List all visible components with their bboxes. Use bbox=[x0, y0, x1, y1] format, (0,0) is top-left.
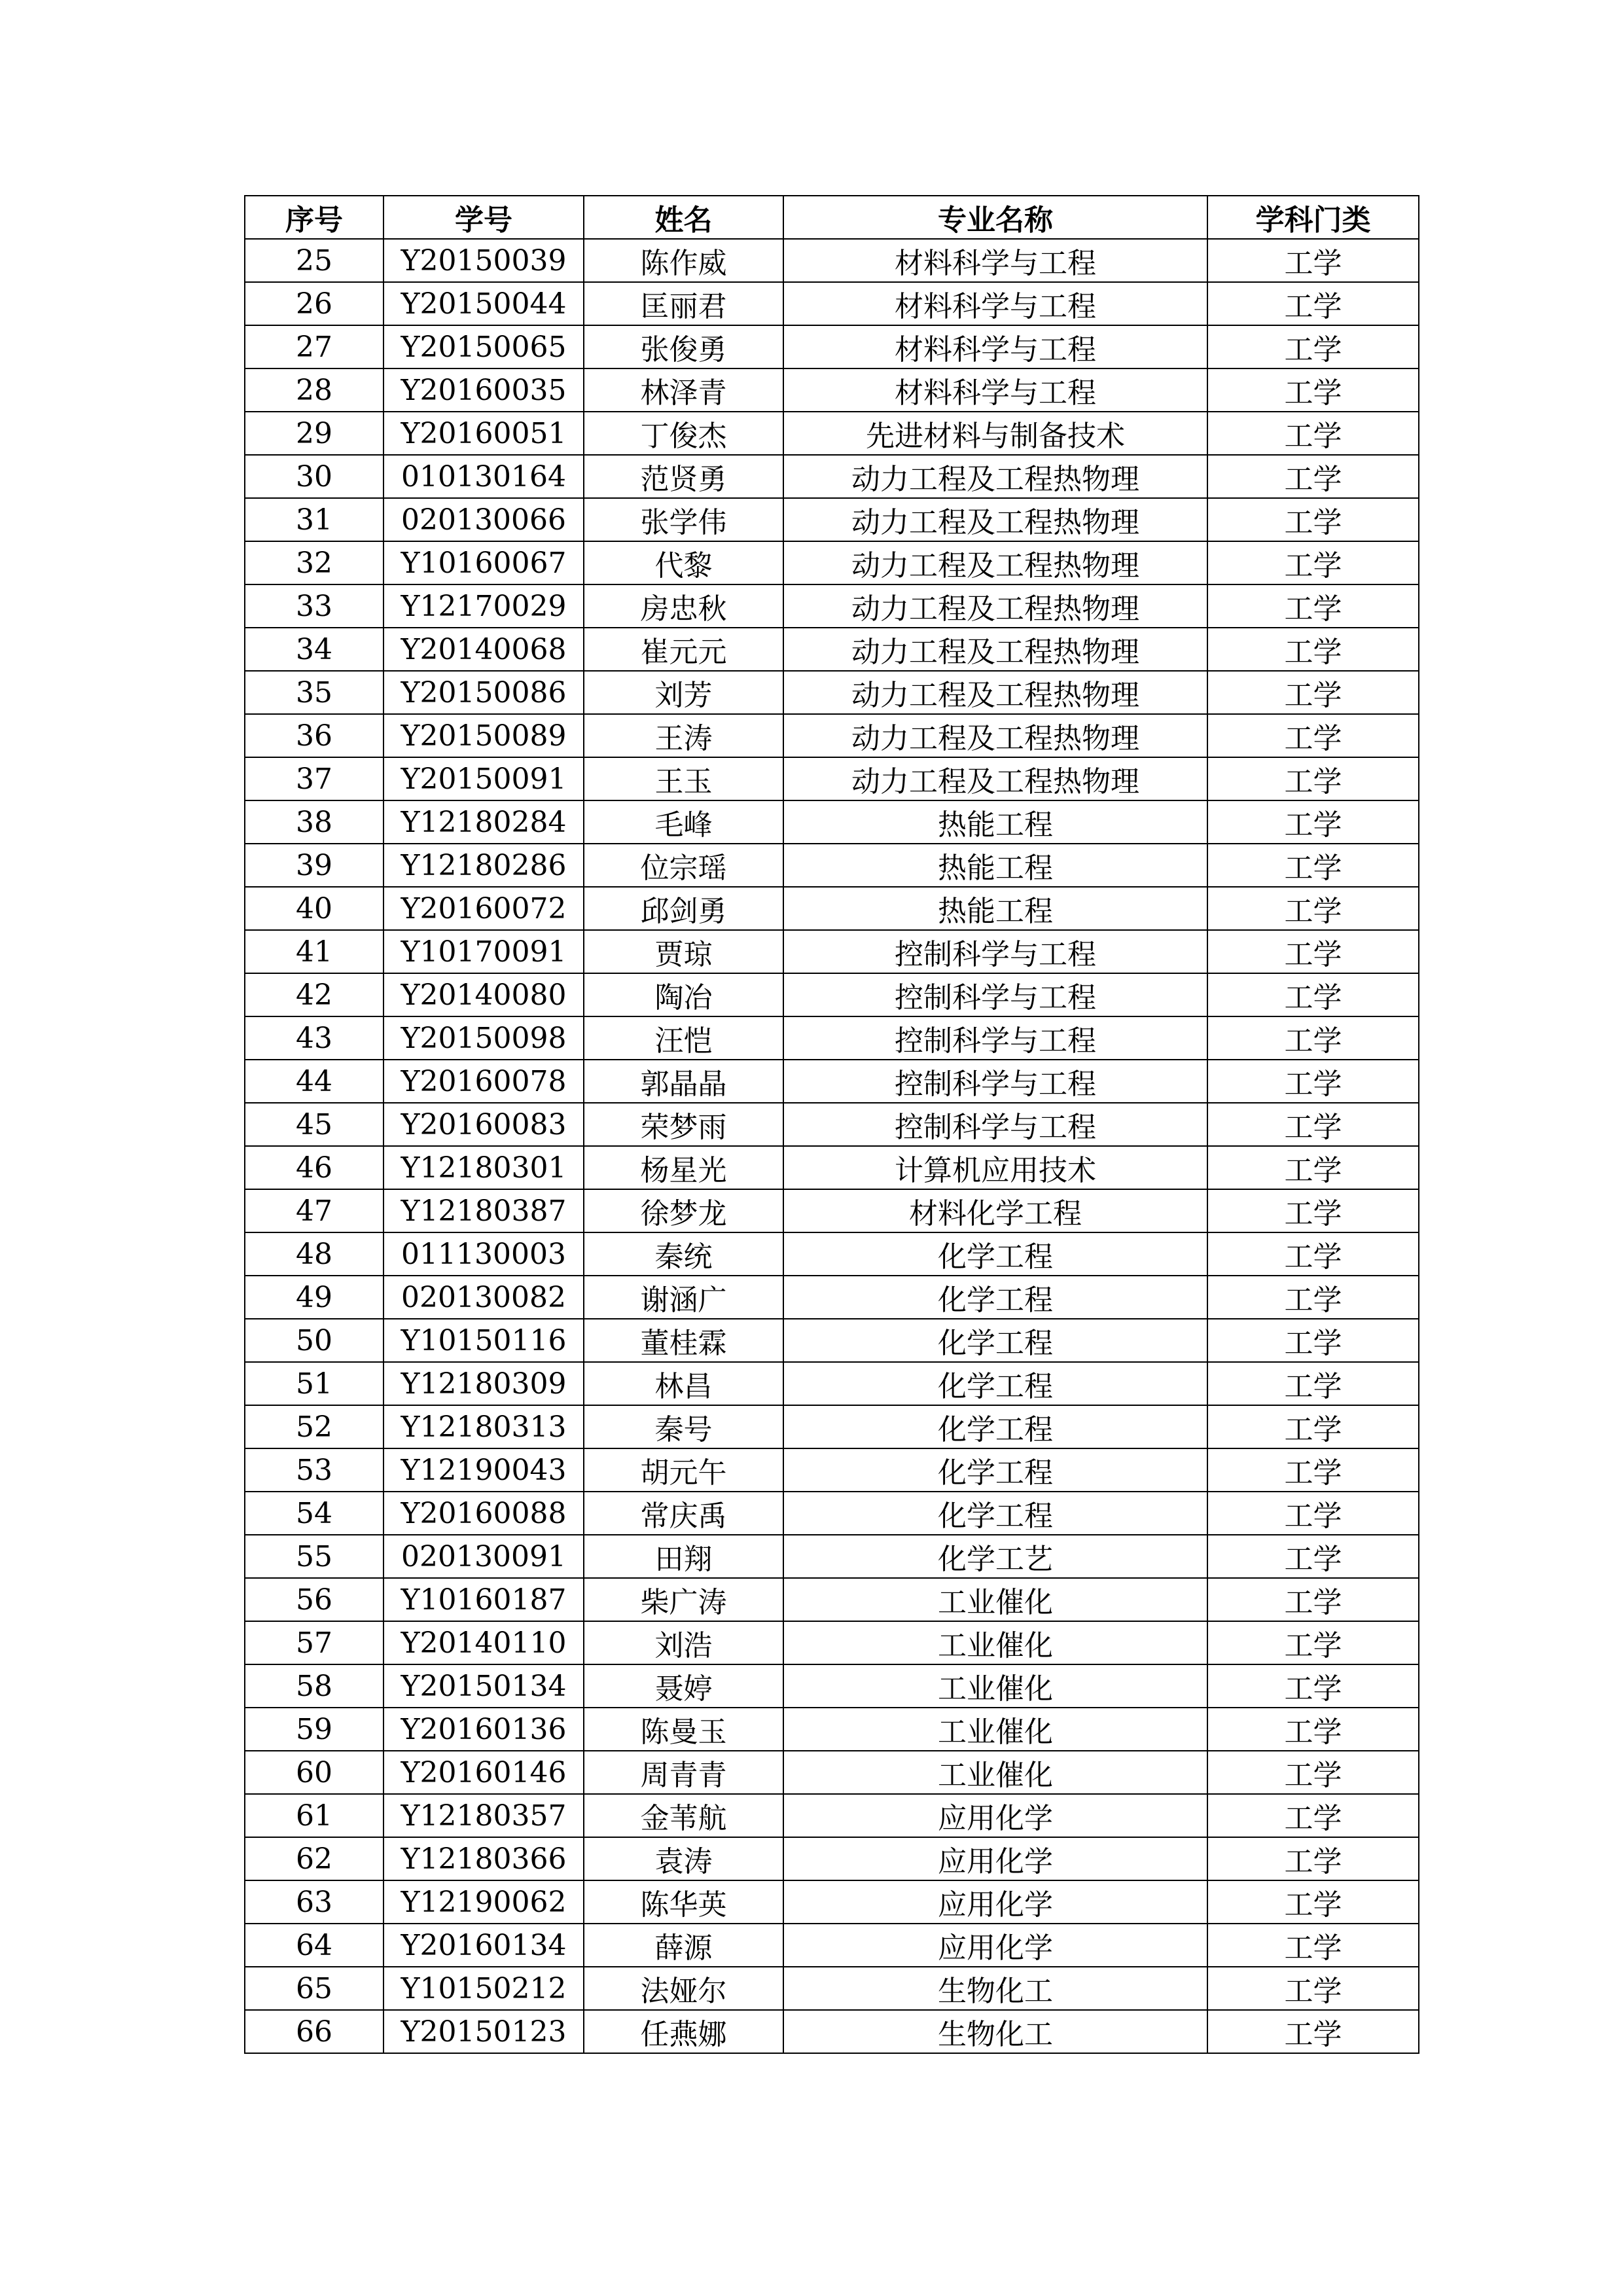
cell-discipline: 工学 bbox=[1207, 887, 1419, 930]
cell-name: 丁俊杰 bbox=[584, 412, 783, 455]
cell-seq: 38 bbox=[245, 800, 383, 844]
cell-discipline: 工学 bbox=[1207, 1967, 1419, 2010]
cell-student-id: Y12180284 bbox=[383, 800, 584, 844]
cell-name: 周青青 bbox=[584, 1751, 783, 1794]
table-row bbox=[245, 1967, 1419, 2010]
header-discipline: 学科门类 bbox=[1207, 196, 1419, 239]
table-row bbox=[245, 1492, 1419, 1535]
cell-student-id: Y10170091 bbox=[383, 930, 584, 973]
cell-student-id: Y10160187 bbox=[383, 1578, 584, 1621]
cell-major: 应用化学 bbox=[783, 1880, 1207, 1924]
cell-name: 邱剑勇 bbox=[584, 887, 783, 930]
cell-discipline: 工学 bbox=[1207, 412, 1419, 455]
cell-name: 陈曼玉 bbox=[584, 1708, 783, 1751]
table-row bbox=[245, 1189, 1419, 1232]
table-row bbox=[245, 1448, 1419, 1492]
cell-major: 动力工程及工程热物理 bbox=[783, 455, 1207, 498]
cell-discipline: 工学 bbox=[1207, 757, 1419, 800]
cell-name: 荣梦雨 bbox=[584, 1103, 783, 1146]
header-row bbox=[245, 196, 1419, 239]
cell-discipline: 工学 bbox=[1207, 671, 1419, 714]
cell-discipline: 工学 bbox=[1207, 541, 1419, 584]
cell-discipline: 工学 bbox=[1207, 1103, 1419, 1146]
cell-seq: 56 bbox=[245, 1578, 383, 1621]
cell-major: 化学工程 bbox=[783, 1276, 1207, 1319]
cell-major: 材料科学与工程 bbox=[783, 239, 1207, 282]
cell-seq: 55 bbox=[245, 1535, 383, 1578]
cell-major: 动力工程及工程热物理 bbox=[783, 714, 1207, 757]
table-row bbox=[245, 1276, 1419, 1319]
table-row bbox=[245, 714, 1419, 757]
cell-major: 材料化学工程 bbox=[783, 1189, 1207, 1232]
table-row bbox=[245, 1405, 1419, 1448]
cell-student-id: Y12170029 bbox=[383, 584, 584, 628]
cell-student-id: 010130164 bbox=[383, 455, 584, 498]
header-name: 姓名 bbox=[584, 196, 783, 239]
cell-major: 热能工程 bbox=[783, 800, 1207, 844]
table-row bbox=[245, 800, 1419, 844]
cell-seq: 43 bbox=[245, 1016, 383, 1060]
cell-seq: 54 bbox=[245, 1492, 383, 1535]
cell-seq: 45 bbox=[245, 1103, 383, 1146]
cell-seq: 59 bbox=[245, 1708, 383, 1751]
cell-major: 生物化工 bbox=[783, 1967, 1207, 2010]
cell-major: 动力工程及工程热物理 bbox=[783, 541, 1207, 584]
cell-name: 王玉 bbox=[584, 757, 783, 800]
table-row bbox=[245, 1232, 1419, 1276]
cell-seq: 25 bbox=[245, 239, 383, 282]
cell-name: 毛峰 bbox=[584, 800, 783, 844]
cell-major: 材料科学与工程 bbox=[783, 325, 1207, 368]
cell-major: 工业催化 bbox=[783, 1578, 1207, 1621]
table-row bbox=[245, 1319, 1419, 1362]
table-row bbox=[245, 1535, 1419, 1578]
cell-major: 控制科学与工程 bbox=[783, 1060, 1207, 1103]
cell-name: 林昌 bbox=[584, 1362, 783, 1405]
cell-student-id: Y12180313 bbox=[383, 1405, 584, 1448]
cell-discipline: 工学 bbox=[1207, 455, 1419, 498]
cell-student-id: Y12180366 bbox=[383, 1837, 584, 1880]
cell-seq: 27 bbox=[245, 325, 383, 368]
cell-student-id: Y20140068 bbox=[383, 628, 584, 671]
cell-major: 热能工程 bbox=[783, 844, 1207, 887]
cell-name: 张学伟 bbox=[584, 498, 783, 541]
cell-name: 刘芳 bbox=[584, 671, 783, 714]
cell-student-id: Y12180286 bbox=[383, 844, 584, 887]
cell-discipline: 工学 bbox=[1207, 498, 1419, 541]
cell-name: 林泽青 bbox=[584, 368, 783, 412]
cell-name: 胡元午 bbox=[584, 1448, 783, 1492]
cell-name: 徐梦龙 bbox=[584, 1189, 783, 1232]
cell-name: 郭晶晶 bbox=[584, 1060, 783, 1103]
cell-seq: 26 bbox=[245, 282, 383, 325]
cell-discipline: 工学 bbox=[1207, 1405, 1419, 1448]
cell-student-id: Y20160136 bbox=[383, 1708, 584, 1751]
table-row bbox=[245, 973, 1419, 1016]
table-row bbox=[245, 1664, 1419, 1708]
table-row bbox=[245, 239, 1419, 282]
cell-seq: 30 bbox=[245, 455, 383, 498]
cell-major: 生物化工 bbox=[783, 2010, 1207, 2053]
cell-seq: 64 bbox=[245, 1924, 383, 1967]
cell-major: 应用化学 bbox=[783, 1837, 1207, 1880]
cell-discipline: 工学 bbox=[1207, 1924, 1419, 1967]
cell-seq: 50 bbox=[245, 1319, 383, 1362]
table-row bbox=[245, 541, 1419, 584]
cell-seq: 41 bbox=[245, 930, 383, 973]
cell-discipline: 工学 bbox=[1207, 1708, 1419, 1751]
cell-discipline: 工学 bbox=[1207, 800, 1419, 844]
table-row bbox=[245, 844, 1419, 887]
table-row bbox=[245, 1837, 1419, 1880]
cell-name: 房忠秋 bbox=[584, 584, 783, 628]
table-row bbox=[245, 1708, 1419, 1751]
cell-major: 化学工艺 bbox=[783, 1535, 1207, 1578]
cell-major: 化学工程 bbox=[783, 1448, 1207, 1492]
cell-discipline: 工学 bbox=[1207, 584, 1419, 628]
cell-seq: 62 bbox=[245, 1837, 383, 1880]
cell-name: 薛源 bbox=[584, 1924, 783, 1967]
cell-seq: 44 bbox=[245, 1060, 383, 1103]
table-row bbox=[245, 1880, 1419, 1924]
cell-discipline: 工学 bbox=[1207, 973, 1419, 1016]
cell-student-id: Y20160072 bbox=[383, 887, 584, 930]
cell-student-id: Y12180301 bbox=[383, 1146, 584, 1189]
cell-major: 计算机应用技术 bbox=[783, 1146, 1207, 1189]
cell-student-id: Y10150116 bbox=[383, 1319, 584, 1362]
cell-student-id: Y20150044 bbox=[383, 282, 584, 325]
cell-seq: 47 bbox=[245, 1189, 383, 1232]
cell-name: 位宗瑶 bbox=[584, 844, 783, 887]
cell-student-id: Y12180387 bbox=[383, 1189, 584, 1232]
cell-seq: 39 bbox=[245, 844, 383, 887]
table-row bbox=[245, 757, 1419, 800]
header-seq: 序号 bbox=[245, 196, 383, 239]
cell-discipline: 工学 bbox=[1207, 1621, 1419, 1664]
table-row bbox=[245, 1103, 1419, 1146]
table-row bbox=[245, 887, 1419, 930]
cell-discipline: 工学 bbox=[1207, 1492, 1419, 1535]
cell-student-id: Y20160134 bbox=[383, 1924, 584, 1967]
cell-seq: 52 bbox=[245, 1405, 383, 1448]
cell-major: 材料科学与工程 bbox=[783, 368, 1207, 412]
cell-student-id: 020130091 bbox=[383, 1535, 584, 1578]
table-body bbox=[245, 239, 1419, 2053]
cell-name: 法娅尔 bbox=[584, 1967, 783, 2010]
cell-discipline: 工学 bbox=[1207, 2010, 1419, 2053]
table-row bbox=[245, 671, 1419, 714]
table-row bbox=[245, 2010, 1419, 2053]
cell-name: 秦号 bbox=[584, 1405, 783, 1448]
cell-student-id: Y20150134 bbox=[383, 1664, 584, 1708]
cell-student-id: Y20160088 bbox=[383, 1492, 584, 1535]
cell-seq: 66 bbox=[245, 2010, 383, 2053]
table-row bbox=[245, 498, 1419, 541]
cell-discipline: 工学 bbox=[1207, 1751, 1419, 1794]
cell-discipline: 工学 bbox=[1207, 1880, 1419, 1924]
cell-name: 贾琼 bbox=[584, 930, 783, 973]
cell-major: 工业催化 bbox=[783, 1664, 1207, 1708]
cell-seq: 42 bbox=[245, 973, 383, 1016]
cell-major: 控制科学与工程 bbox=[783, 973, 1207, 1016]
cell-discipline: 工学 bbox=[1207, 844, 1419, 887]
cell-student-id: Y20160083 bbox=[383, 1103, 584, 1146]
cell-discipline: 工学 bbox=[1207, 1448, 1419, 1492]
cell-major: 控制科学与工程 bbox=[783, 930, 1207, 973]
cell-discipline: 工学 bbox=[1207, 714, 1419, 757]
cell-seq: 60 bbox=[245, 1751, 383, 1794]
cell-name: 杨星光 bbox=[584, 1146, 783, 1189]
cell-major: 动力工程及工程热物理 bbox=[783, 584, 1207, 628]
cell-name: 金苇航 bbox=[584, 1794, 783, 1837]
cell-major: 动力工程及工程热物理 bbox=[783, 498, 1207, 541]
cell-discipline: 工学 bbox=[1207, 930, 1419, 973]
cell-student-id: Y20150123 bbox=[383, 2010, 584, 2053]
table-row bbox=[245, 1362, 1419, 1405]
cell-seq: 37 bbox=[245, 757, 383, 800]
cell-discipline: 工学 bbox=[1207, 1189, 1419, 1232]
cell-name: 秦统 bbox=[584, 1232, 783, 1276]
cell-seq: 29 bbox=[245, 412, 383, 455]
cell-seq: 51 bbox=[245, 1362, 383, 1405]
cell-discipline: 工学 bbox=[1207, 628, 1419, 671]
cell-name: 董桂霖 bbox=[584, 1319, 783, 1362]
cell-name: 代黎 bbox=[584, 541, 783, 584]
cell-student-id: Y10160067 bbox=[383, 541, 584, 584]
cell-discipline: 工学 bbox=[1207, 368, 1419, 412]
cell-seq: 58 bbox=[245, 1664, 383, 1708]
cell-discipline: 工学 bbox=[1207, 1837, 1419, 1880]
cell-discipline: 工学 bbox=[1207, 1146, 1419, 1189]
cell-name: 谢涵广 bbox=[584, 1276, 783, 1319]
cell-seq: 31 bbox=[245, 498, 383, 541]
table-row bbox=[245, 1578, 1419, 1621]
cell-major: 化学工程 bbox=[783, 1405, 1207, 1448]
cell-major: 先进材料与制备技术 bbox=[783, 412, 1207, 455]
cell-seq: 48 bbox=[245, 1232, 383, 1276]
cell-seq: 63 bbox=[245, 1880, 383, 1924]
cell-name: 汪恺 bbox=[584, 1016, 783, 1060]
cell-seq: 61 bbox=[245, 1794, 383, 1837]
table-row bbox=[245, 325, 1419, 368]
cell-major: 应用化学 bbox=[783, 1794, 1207, 1837]
table-row bbox=[245, 1751, 1419, 1794]
cell-seq: 57 bbox=[245, 1621, 383, 1664]
cell-student-id: Y12190043 bbox=[383, 1448, 584, 1492]
cell-student-id: Y20140110 bbox=[383, 1621, 584, 1664]
cell-student-id: Y20150089 bbox=[383, 714, 584, 757]
cell-major: 动力工程及工程热物理 bbox=[783, 628, 1207, 671]
cell-discipline: 工学 bbox=[1207, 1060, 1419, 1103]
cell-major: 材料科学与工程 bbox=[783, 282, 1207, 325]
cell-name: 袁涛 bbox=[584, 1837, 783, 1880]
cell-discipline: 工学 bbox=[1207, 239, 1419, 282]
cell-student-id: Y20150039 bbox=[383, 239, 584, 282]
cell-name: 任燕娜 bbox=[584, 2010, 783, 2053]
cell-seq: 36 bbox=[245, 714, 383, 757]
table-row bbox=[245, 1060, 1419, 1103]
cell-name: 张俊勇 bbox=[584, 325, 783, 368]
cell-student-id: 011130003 bbox=[383, 1232, 584, 1276]
table-row bbox=[245, 628, 1419, 671]
cell-major: 化学工程 bbox=[783, 1492, 1207, 1535]
cell-student-id: Y20140080 bbox=[383, 973, 584, 1016]
cell-discipline: 工学 bbox=[1207, 1276, 1419, 1319]
cell-major: 应用化学 bbox=[783, 1924, 1207, 1967]
cell-name: 陶冶 bbox=[584, 973, 783, 1016]
cell-student-id: Y20160078 bbox=[383, 1060, 584, 1103]
cell-major: 化学工程 bbox=[783, 1362, 1207, 1405]
table-row bbox=[245, 1794, 1419, 1837]
cell-name: 陈作威 bbox=[584, 239, 783, 282]
cell-seq: 40 bbox=[245, 887, 383, 930]
cell-student-id: Y20150086 bbox=[383, 671, 584, 714]
cell-seq: 33 bbox=[245, 584, 383, 628]
cell-student-id: Y10150212 bbox=[383, 1967, 584, 2010]
student-table bbox=[244, 195, 1419, 2054]
cell-name: 王涛 bbox=[584, 714, 783, 757]
table-row bbox=[245, 368, 1419, 412]
cell-discipline: 工学 bbox=[1207, 1362, 1419, 1405]
cell-name: 刘浩 bbox=[584, 1621, 783, 1664]
cell-student-id: Y20160035 bbox=[383, 368, 584, 412]
cell-name: 崔元元 bbox=[584, 628, 783, 671]
cell-seq: 34 bbox=[245, 628, 383, 671]
table-row bbox=[245, 930, 1419, 973]
cell-major: 热能工程 bbox=[783, 887, 1207, 930]
cell-seq: 46 bbox=[245, 1146, 383, 1189]
cell-name: 田翔 bbox=[584, 1535, 783, 1578]
table-row bbox=[245, 1016, 1419, 1060]
cell-major: 工业催化 bbox=[783, 1708, 1207, 1751]
table-row bbox=[245, 1621, 1419, 1664]
cell-student-id: Y12180357 bbox=[383, 1794, 584, 1837]
cell-name: 常庆禹 bbox=[584, 1492, 783, 1535]
cell-major: 工业催化 bbox=[783, 1751, 1207, 1794]
cell-discipline: 工学 bbox=[1207, 1016, 1419, 1060]
cell-student-id: Y20150091 bbox=[383, 757, 584, 800]
cell-major: 动力工程及工程热物理 bbox=[783, 757, 1207, 800]
table-row bbox=[245, 1924, 1419, 1967]
cell-student-id: Y20150098 bbox=[383, 1016, 584, 1060]
cell-student-id: 020130066 bbox=[383, 498, 584, 541]
cell-discipline: 工学 bbox=[1207, 1319, 1419, 1362]
cell-discipline: 工学 bbox=[1207, 1664, 1419, 1708]
cell-seq: 28 bbox=[245, 368, 383, 412]
cell-seq: 49 bbox=[245, 1276, 383, 1319]
cell-student-id: Y20150065 bbox=[383, 325, 584, 368]
header-major: 专业名称 bbox=[783, 196, 1207, 239]
cell-seq: 53 bbox=[245, 1448, 383, 1492]
cell-name: 范贤勇 bbox=[584, 455, 783, 498]
cell-seq: 65 bbox=[245, 1967, 383, 2010]
cell-student-id: Y20160146 bbox=[383, 1751, 584, 1794]
table-row bbox=[245, 584, 1419, 628]
cell-student-id: Y12190062 bbox=[383, 1880, 584, 1924]
cell-discipline: 工学 bbox=[1207, 282, 1419, 325]
cell-major: 动力工程及工程热物理 bbox=[783, 671, 1207, 714]
cell-discipline: 工学 bbox=[1207, 1232, 1419, 1276]
cell-name: 匡丽君 bbox=[584, 282, 783, 325]
cell-name: 柴广涛 bbox=[584, 1578, 783, 1621]
cell-major: 工业催化 bbox=[783, 1621, 1207, 1664]
header-student-id: 学号 bbox=[383, 196, 584, 239]
table-row bbox=[245, 455, 1419, 498]
cell-discipline: 工学 bbox=[1207, 325, 1419, 368]
cell-major: 化学工程 bbox=[783, 1232, 1207, 1276]
cell-major: 控制科学与工程 bbox=[783, 1103, 1207, 1146]
cell-name: 聂婷 bbox=[584, 1664, 783, 1708]
cell-major: 控制科学与工程 bbox=[783, 1016, 1207, 1060]
cell-name: 陈华英 bbox=[584, 1880, 783, 1924]
table-row bbox=[245, 412, 1419, 455]
cell-seq: 35 bbox=[245, 671, 383, 714]
table-row bbox=[245, 1146, 1419, 1189]
cell-student-id: Y12180309 bbox=[383, 1362, 584, 1405]
cell-discipline: 工学 bbox=[1207, 1535, 1419, 1578]
cell-major: 化学工程 bbox=[783, 1319, 1207, 1362]
cell-discipline: 工学 bbox=[1207, 1578, 1419, 1621]
cell-seq: 32 bbox=[245, 541, 383, 584]
table-header bbox=[245, 196, 1419, 239]
cell-student-id: 020130082 bbox=[383, 1276, 584, 1319]
table-row bbox=[245, 282, 1419, 325]
cell-discipline: 工学 bbox=[1207, 1794, 1419, 1837]
cell-student-id: Y20160051 bbox=[383, 412, 584, 455]
